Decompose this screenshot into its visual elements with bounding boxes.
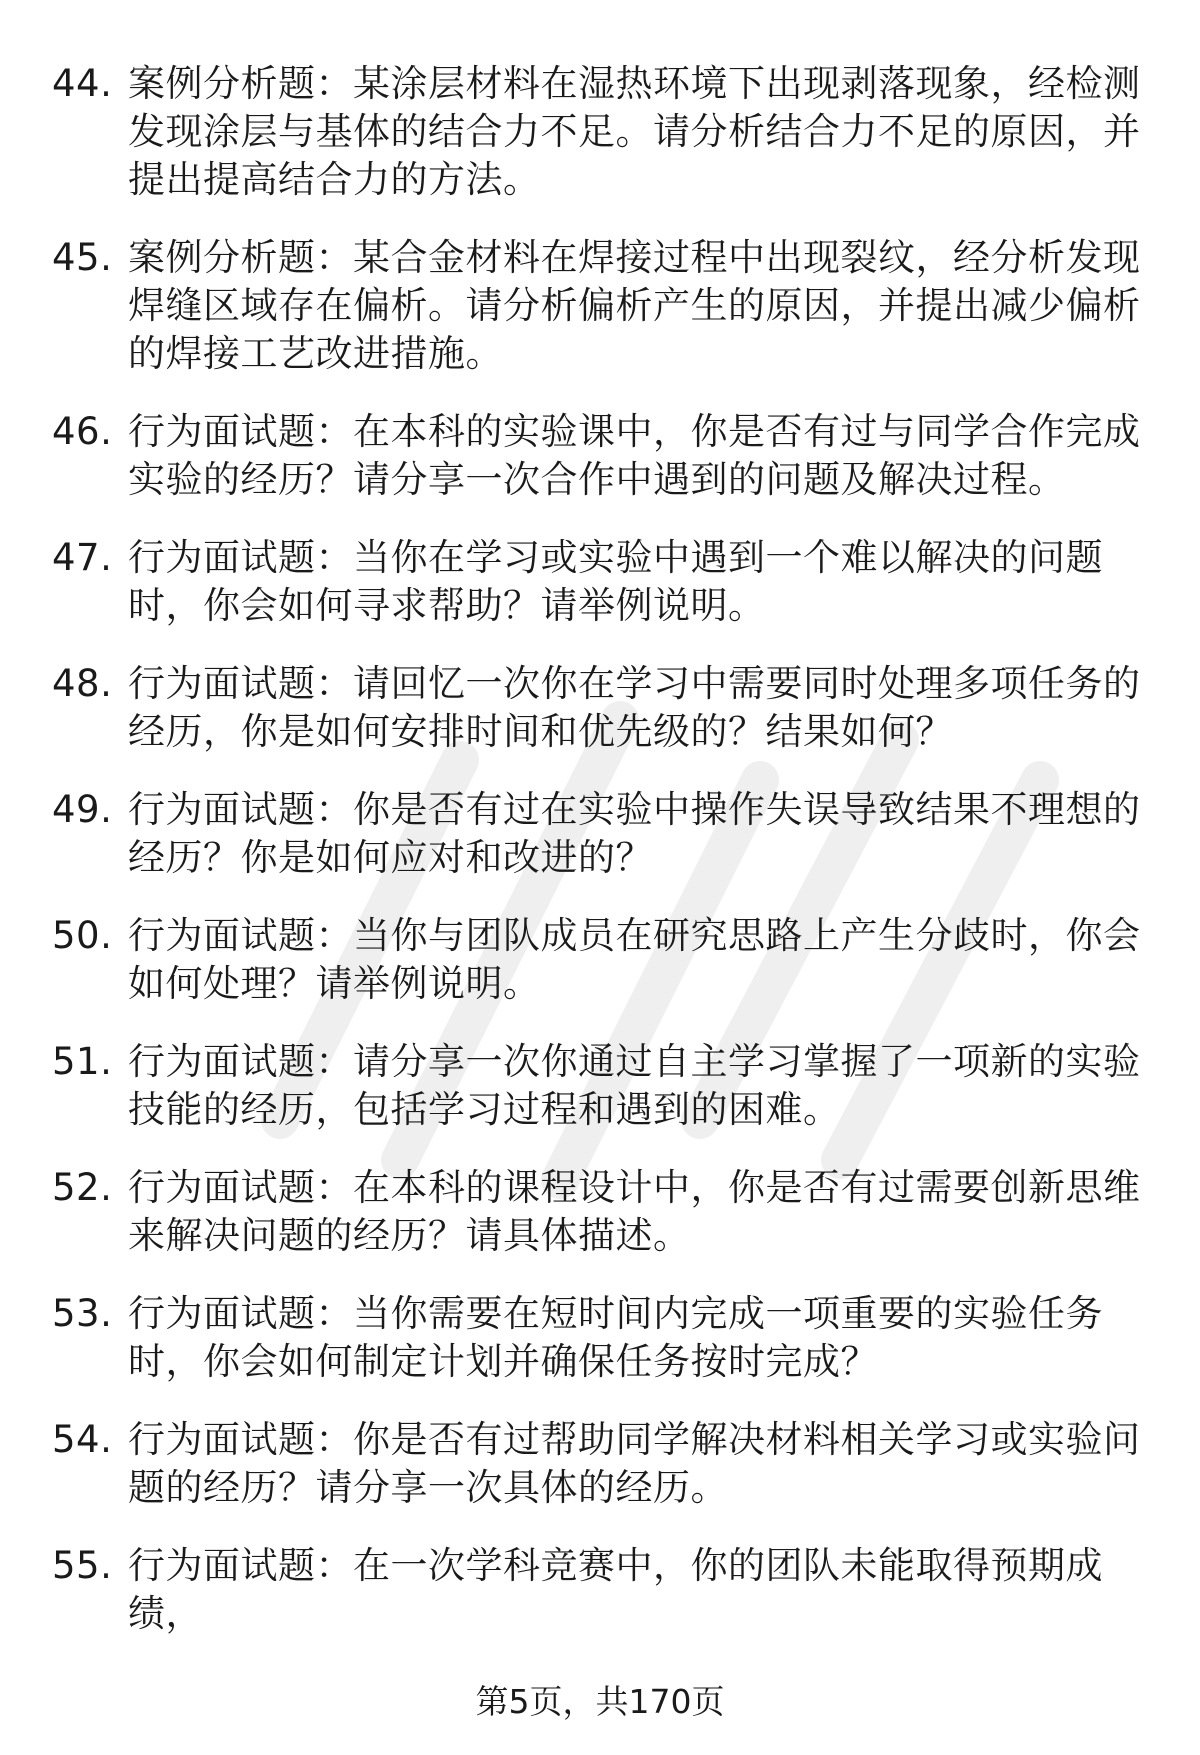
question-number: 50. <box>52 914 113 957</box>
question-text: 行为面试题：当你在学习或实验中遇到一个难以解决的问题时，你会如何寻求帮助？请举例说明。 <box>128 536 1103 627</box>
question-number: 45. <box>52 236 113 279</box>
question-text: 行为面试题：请分享一次你通过自主学习掌握了一项新的实验技能的经历，包括学习过程和遇到的困难。 <box>128 1040 1141 1131</box>
page-number: 第5页，共170页 <box>475 1682 725 1721</box>
question-text: 行为面试题：当你与团队成员在研究思路上产生分歧时，你会如何处理？请举例说明。 <box>128 914 1141 1005</box>
question-number: 44. <box>52 62 113 105</box>
list-item <box>52 1164 1142 1260</box>
question-number: 47. <box>52 536 113 579</box>
question-text: 行为面试题：请回忆一次你在学习中需要同时处理多项任务的经历，你是如何安排时间和优先级的？结果如何？ <box>128 662 1141 753</box>
list-item <box>52 408 1142 504</box>
question-number: 53. <box>52 1292 113 1335</box>
question-number: 46. <box>52 410 113 453</box>
question-text: 案例分析题：某涂层材料在湿热环境下出现剥落现象，经检测发现涂层与基体的结合力不足。请分析结合力不足的原因，并提出提高结合力的方法。 <box>128 62 1141 201</box>
list-item <box>52 60 1142 204</box>
list-item <box>52 234 1142 378</box>
list-item <box>52 1542 1142 1638</box>
question-text: 案例分析题：某合金材料在焊接过程中出现裂纹，经分析发现焊缝区域存在偏析。请分析偏析产生的原因，并提出减少偏析的焊接工艺改进措施。 <box>128 236 1141 375</box>
question-number: 52. <box>52 1166 113 1209</box>
list-item <box>52 660 1142 756</box>
list-item <box>52 1416 1142 1512</box>
question-text: 行为面试题：在本科的课程设计中，你是否有过需要创新思维来解决问题的经历？请具体描述。 <box>128 1166 1141 1257</box>
question-text: 行为面试题：在一次学科竞赛中，你的团队未能取得预期成绩， <box>128 1544 1103 1635</box>
question-list <box>52 60 1142 1668</box>
question-number: 48. <box>52 662 113 705</box>
question-text: 行为面试题：在本科的实验课中，你是否有过与同学合作完成实验的经历？请分享一次合作中遇到的问题及解决过程。 <box>128 410 1141 501</box>
question-number: 49. <box>52 788 113 831</box>
list-item <box>52 912 1142 1008</box>
list-item <box>52 786 1142 882</box>
question-number: 51. <box>52 1040 113 1083</box>
list-item <box>52 1290 1142 1386</box>
list-item <box>52 534 1142 630</box>
question-number: 55. <box>52 1544 113 1587</box>
question-text: 行为面试题：你是否有过帮助同学解决材料相关学习或实验问题的经历？请分享一次具体的经历。 <box>128 1418 1141 1509</box>
question-text: 行为面试题：你是否有过在实验中操作失误导致结果不理想的经历？你是如何应对和改进的？ <box>128 788 1141 879</box>
list-item <box>52 1038 1142 1134</box>
question-text: 行为面试题：当你需要在短时间内完成一项重要的实验任务时，你会如何制定计划并确保任务按时完成？ <box>128 1292 1103 1383</box>
question-number: 54. <box>52 1418 113 1461</box>
